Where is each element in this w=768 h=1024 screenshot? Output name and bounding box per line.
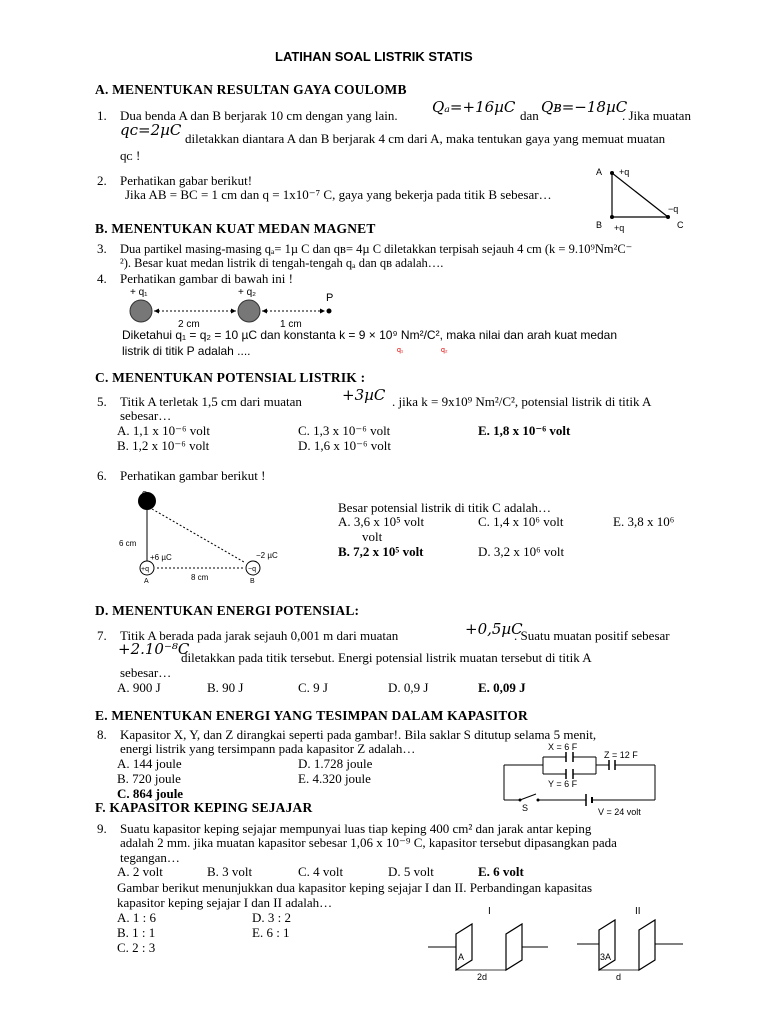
q10-distance-d-label: d: [616, 972, 622, 982]
q6-option-c: C. 1,4 x 10⁶ volt: [478, 514, 564, 529]
q9-number: 9.: [97, 821, 107, 836]
q8-line1: Kapasitor X, Y, dan Z dirangkai seperti pada gambar!. Bila saklar S ditutup selama 5 menit,: [120, 727, 597, 742]
page-title: LATIHAN SOAL LISTRIK STATIS: [275, 49, 473, 64]
q6-option-b: B. 7,2 x 10⁵ volt: [338, 544, 424, 559]
q2-point-c-label: C: [677, 220, 684, 230]
q5-charge: +3µC: [342, 386, 386, 404]
q10-area-a-label: A: [458, 952, 465, 962]
q8-option-c: C. 864 joule: [117, 786, 184, 801]
q7-line3: sebesar…: [120, 665, 172, 680]
q6-option-a-unit: volt: [362, 529, 383, 544]
q6-line1: Perhatikan gambar berikut !: [120, 468, 266, 483]
q9-option-d: D. 5 volt: [388, 864, 434, 879]
q2-line2: Jika AB = BC = 1 cm dan q = 1x10⁻⁷ C, gaya yang bekerja pada titik B sebesar…: [125, 187, 552, 202]
q7-line1: Titik A berada pada jarak sejauh 0,001 m dari muatan: [120, 628, 399, 643]
q5-option-d: D. 1,6 x 10⁻⁶ volt: [298, 438, 392, 453]
q7-option-d: D. 0,9 J: [388, 680, 429, 695]
q2-charge-neg-label: −q: [668, 204, 679, 214]
q10-capacitor-i-label: I: [488, 906, 491, 917]
q6-triangle-figure: [116, 490, 296, 585]
q9-option-a: A. 2 volt: [117, 864, 163, 879]
q9-line3: tegangan…: [120, 850, 180, 865]
section-a-heading: A. MENENTUKAN RESULTAN GAYA COULOMB: [95, 82, 407, 97]
q8-voltage-label: V = 24 volt: [598, 807, 641, 817]
q5-option-c: C. 1,3 x 10⁻⁶ volt: [298, 423, 391, 438]
q10-option-e: E. 6 : 1: [252, 925, 290, 940]
q8-switch-label: S: [522, 803, 529, 813]
q4-distance-1: 2 cm: [178, 319, 200, 330]
q9-line1: Suatu kapasitor keping sejajar mempunyai luas tiap keping 400 cm² dan jarak antar keping: [120, 821, 592, 836]
q1-number: 1.: [97, 108, 107, 123]
q10-capacitor-ii-label: II: [635, 906, 641, 917]
q4-line1: Perhatikan gambar di bawah ini !: [120, 271, 293, 286]
q5-number: 5.: [97, 394, 107, 409]
q5-option-e: E. 1,8 x 10⁻⁶ volt: [478, 423, 571, 438]
q2-line1: Perhatikan gabar berikut!: [120, 173, 253, 188]
q8-number: 8.: [97, 727, 107, 742]
q1-line3: qᴄ !: [120, 148, 141, 163]
q4-point-p-label: P: [326, 292, 334, 304]
q3-line1: Dua partikel masing-masing qₐ= 1µ C dan qʙ= 4µ C diletakkan terpisah sejauh 4 cm (k = 9.10⁹Nm²C⁻: [120, 242, 633, 256]
section-d-heading: D. MENENTUKAN ENERGI POTENSIAL:: [95, 603, 360, 618]
q2-charge-pos-label: +q: [619, 167, 630, 177]
q1-charge-c: qᴄ=2µC: [120, 121, 182, 139]
q3-line2: ²). Besar kuat medan listrik di tengah-tengah qₐ dan qʙ adalah….: [120, 256, 444, 270]
section-c-heading: C. MENENTUKAN POTENSIAL LISTRIK :: [95, 370, 366, 385]
q2-number: 2.: [97, 173, 107, 188]
q7-option-c: C. 9 J: [298, 680, 328, 695]
q2-charge-pos2-label: +q: [614, 223, 625, 233]
q9-option-b: B. 3 volt: [207, 864, 253, 879]
q6-point-b-label: B: [250, 578, 255, 585]
q4-q1-label: + q₁: [130, 287, 148, 298]
q8-option-b: B. 720 joule: [117, 771, 181, 786]
q10-capacitor-i-figure: [420, 902, 560, 984]
q7-option-a: A. 900 J: [117, 680, 161, 695]
q4-line2: Diketahui q₁ = q₂ = 10 µC dan konstanta k = 9 × 10⁹ Nm²/C², maka nilai dan arah kuat medan: [122, 328, 618, 342]
q6-charge-b-value: −2 µC: [256, 551, 278, 560]
q6-charge-a-sign: +q: [141, 566, 149, 573]
q4-number: 4.: [97, 271, 107, 286]
q2-point-b-label: B: [596, 220, 603, 230]
section-b-heading: B. MENENTUKAN KUAT MEDAN MAGNET: [95, 221, 376, 236]
q6-charge-b-sign: −q: [248, 566, 256, 573]
q4-red-mark-2: q₂: [441, 347, 448, 354]
q6-number: 6.: [97, 468, 107, 483]
q2-point-a-label: A: [596, 167, 603, 177]
q8-capacitor-z-label: Z = 12 F: [604, 750, 638, 760]
q1-charge-a: Qₐ=+16µC: [432, 98, 516, 116]
q10-line1: Gambar berikut menunjukkan dua kapasitor keping sejajar I dan II. Perbandingan kapasitas: [117, 880, 593, 895]
q1-line1: Dua benda A dan B berjarak 10 cm dengan yang lain.: [120, 108, 398, 123]
q5-line2: sebesar…: [120, 408, 172, 423]
q8-line2: energi listrik yang tersimpann pada kapasitor Z adalah…: [120, 741, 416, 756]
q1-line2: diletakkan diantara A dan B berjarak 4 cm dari A, maka tentukan gaya yang memuat muatan: [185, 131, 666, 146]
q6-height-label: 6 cm: [119, 539, 137, 548]
q10-option-c: C. 2 : 3: [117, 940, 156, 955]
q7-charge-2: +2.10⁻⁸C: [118, 640, 190, 658]
q9-option-e: E. 6 volt: [478, 864, 524, 879]
q5-line1: Titik A terletak 1,5 cm dari muatan: [120, 394, 302, 409]
q8-capacitor-y-label: Y = 6 F: [548, 779, 578, 789]
q8-capacitor-x-label: X = 6 F: [548, 742, 578, 752]
q1-line1-end: . Jika muatan: [622, 108, 691, 123]
q4-red-mark-1: q₁: [397, 347, 404, 354]
q10-distance-2d-label: 2d: [477, 972, 488, 982]
q6-charge-a-value: +6 µC: [150, 553, 172, 562]
q7-line1-end: . Suatu muatan positif sebesar: [514, 628, 670, 643]
q8-option-d: D. 1.728 joule: [298, 756, 373, 771]
q10-option-d: D. 3 : 2: [252, 910, 291, 925]
q2-triangle-figure: [590, 160, 700, 235]
q6-point-a-label: A: [144, 578, 149, 585]
q6-distance-label: 8 cm: [191, 573, 209, 582]
q6-option-e: E. 3,8 x 10⁶: [613, 514, 675, 529]
q7-number: 7.: [97, 628, 107, 643]
q1-charge-b: Qʙ=−18µC: [541, 98, 628, 116]
q5-line1-end: . jika k = 9x10⁹ Nm²/C², potensial listrik di titik A: [392, 394, 652, 409]
q6-option-a: A. 3,6 x 10⁵ volt: [338, 514, 425, 529]
q7-option-e: E. 0,09 J: [478, 680, 526, 695]
q8-option-e: E. 4.320 joule: [298, 771, 371, 786]
section-e-heading: E. MENENTUKAN ENERGI YANG TESIMPAN DALAM KAPASITOR: [95, 708, 528, 723]
q4-distance-2: 1 cm: [280, 319, 302, 330]
q9-line2: adalah 2 mm. jika muatan kapasitor sebesar 1,06 x 10⁻⁹ C, kapasitor tersebut dipasangkan pada: [120, 835, 617, 850]
q8-option-a: A. 144 joule: [117, 756, 182, 771]
q5-option-b: B. 1,2 x 10⁻⁶ volt: [117, 438, 210, 453]
q10-line2: kapasitor keping sejajar I dan II adalah…: [117, 895, 333, 910]
section-f-heading: F. KAPASITOR KEPING SEJAJAR: [95, 800, 313, 815]
q8-circuit-figure: [498, 740, 668, 820]
q7-charge-1: +0,5µC: [465, 620, 523, 638]
q10-option-a: A. 1 : 6: [117, 910, 156, 925]
q6-option-d: D. 3,2 x 10⁶ volt: [478, 544, 565, 559]
q3-number: 3.: [97, 241, 107, 256]
q4-q2-label: + q₂: [238, 287, 257, 298]
q7-option-b: B. 90 J: [207, 680, 244, 695]
q9-option-c: C. 4 volt: [298, 864, 344, 879]
q4-charges-figure: [118, 283, 348, 331]
q5-option-a: A. 1,1 x 10⁻⁶ volt: [117, 423, 211, 438]
q7-line2: diletakkan pada titik tersebut. Energi potensial listrik muatan tersebut di titik A: [181, 650, 592, 665]
q10-option-b: B. 1 : 1: [117, 925, 156, 940]
q10-capacitor-ii-figure: [575, 902, 690, 984]
q6-stem: Besar potensial listrik di titik C adalah…: [338, 500, 552, 515]
q6-point-c-label: C: [142, 491, 148, 498]
q10-area-3a-label: 3A: [600, 952, 612, 962]
q1-and: dan: [520, 108, 539, 123]
q4-line3: listrik di titik P adalah ....: [122, 344, 251, 358]
